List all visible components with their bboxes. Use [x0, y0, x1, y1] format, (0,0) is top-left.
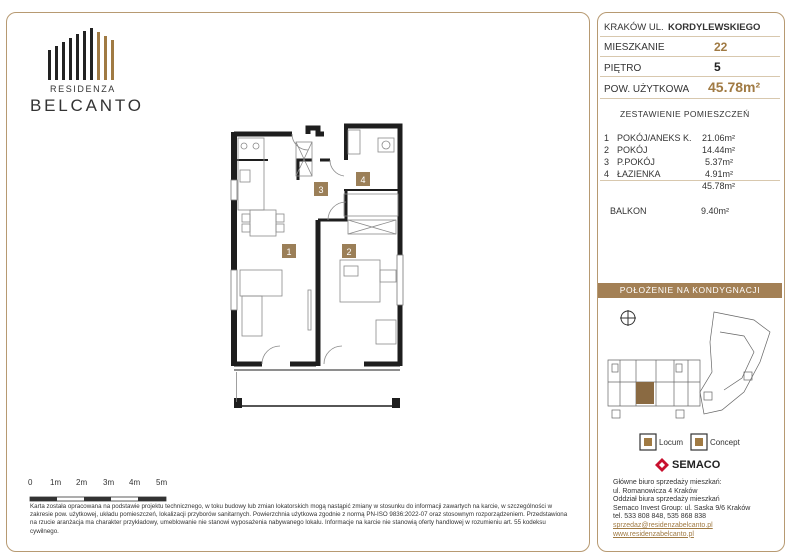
room-label-1: 1 — [286, 247, 292, 257]
divider — [600, 180, 780, 181]
floor-location-map — [604, 302, 778, 424]
compass-icon — [620, 310, 636, 326]
contact-web-link[interactable]: www.residenzabelcanto.pl — [613, 530, 694, 538]
balcony-label: BALKON — [610, 206, 647, 216]
apartment-label: MIESZKANIE — [604, 42, 665, 53]
room-name: P.POKÓJ — [617, 157, 655, 167]
room-number: 4 — [604, 169, 610, 179]
room-number: 1 — [604, 133, 610, 143]
scale-tick: 2m — [76, 478, 88, 487]
room-name: POKÓJ — [617, 145, 648, 155]
room-row-2 — [604, 145, 736, 155]
contact-line: Oddział biura sprzedaży mieszkań — [613, 496, 720, 504]
contact-block — [613, 479, 750, 539]
divider — [600, 56, 780, 57]
scale-tick: 3m — [103, 478, 115, 487]
locum-label: Locum — [659, 438, 684, 447]
area-value: 45.78m² — [708, 79, 761, 95]
apartment-highlight — [636, 382, 654, 404]
divider — [600, 98, 780, 99]
room-area: 14.44m² — [702, 145, 736, 155]
divider — [600, 76, 780, 77]
room-row-4 — [604, 169, 734, 179]
contact-email-link[interactable]: sprzedaz@residenzabelcanto.pl — [613, 521, 713, 529]
apartment-number: 22 — [714, 40, 728, 54]
room-label-2: 2 — [346, 247, 352, 257]
divider — [600, 36, 780, 37]
balcony-area: 9.40m² — [701, 206, 730, 216]
belcanto-logo-icon — [46, 28, 118, 80]
contact-line: ul. Romanowicza 4 Kraków — [613, 487, 698, 495]
disclaimer-note: Karta została opracowana na podstawie projektu technicznego, w toku budowy lub zmian lokatorskich mogą nastąpić zmiany w stosunku do informacji zawartych na karcie, w szczególności w zakresie pow. użytkowej, układu pomieszczeń, lokalizacji przyborów sanitarnych. Powierzchnia użytkowa zgodnie z normą PN-ISO 9836:2022-07 oraz stosownym rozporządzeniem. Przedstawiona na rzucie aranżacja ma charakter przykładowy, umeblowanie nie stanowi wyposażenia nabywanego lokalu. Informacje na karcie nie stanowią oferty handlowej w rozumieniu art. 55 kodeksu cywilnego. — [30, 503, 568, 535]
room-name: POKÓJ/ANEKS K. — [617, 133, 692, 143]
floor-number: 5 — [714, 60, 721, 74]
room-row-1 — [604, 133, 736, 143]
scale-ruler-icon — [28, 495, 178, 503]
room-area: 21.06m² — [702, 133, 736, 143]
room-area: 5.37m² — [705, 157, 734, 167]
address-prefix: KRAKÓW UL. — [604, 22, 664, 33]
room-name: ŁAZIENKA — [617, 169, 661, 179]
scale-tick: 5m — [156, 478, 168, 487]
concept-logo-icon — [690, 433, 708, 451]
logo-subtitle: RESIDENZA — [50, 84, 116, 94]
locum-logo-icon — [639, 433, 657, 451]
contact-line: tel. 533 808 848, 535 868 838 — [613, 513, 707, 521]
contact-line: Główne biuro sprzedaży mieszkań: — [613, 479, 722, 486]
logo-title: BELCANTO — [30, 96, 144, 115]
room-row-3 — [604, 157, 734, 167]
room-number: 3 — [604, 157, 610, 167]
location-banner: POŁOŻENIE NA KONDYGNACJI — [598, 283, 782, 298]
rooms-total: 45.78m² — [702, 181, 736, 191]
concept-label: Concept — [710, 438, 740, 447]
area-label: POW. UŻYTKOWA — [604, 84, 690, 95]
room-label-3: 3 — [318, 185, 324, 195]
room-number: 2 — [604, 145, 610, 155]
semaco-logo-icon — [654, 457, 670, 473]
scale-tick: 1m — [50, 478, 62, 487]
scale-tick: 0 — [28, 478, 33, 487]
street-name: KORDYLEWSKIEGO — [668, 22, 761, 33]
room-area: 4.91m² — [705, 169, 734, 179]
floor-label: PIĘTRO — [604, 63, 642, 74]
rooms-title: ZESTAWIENIE POMIESZCZEŃ — [620, 109, 750, 119]
contact-line: Semaco Invest Group: ul. Saska 9/6 Kraków — [613, 504, 751, 512]
scale-tick: 4m — [129, 478, 141, 487]
semaco-label: SEMACO — [672, 459, 721, 471]
room-label-4: 4 — [360, 175, 366, 185]
floor-plan — [228, 120, 410, 412]
